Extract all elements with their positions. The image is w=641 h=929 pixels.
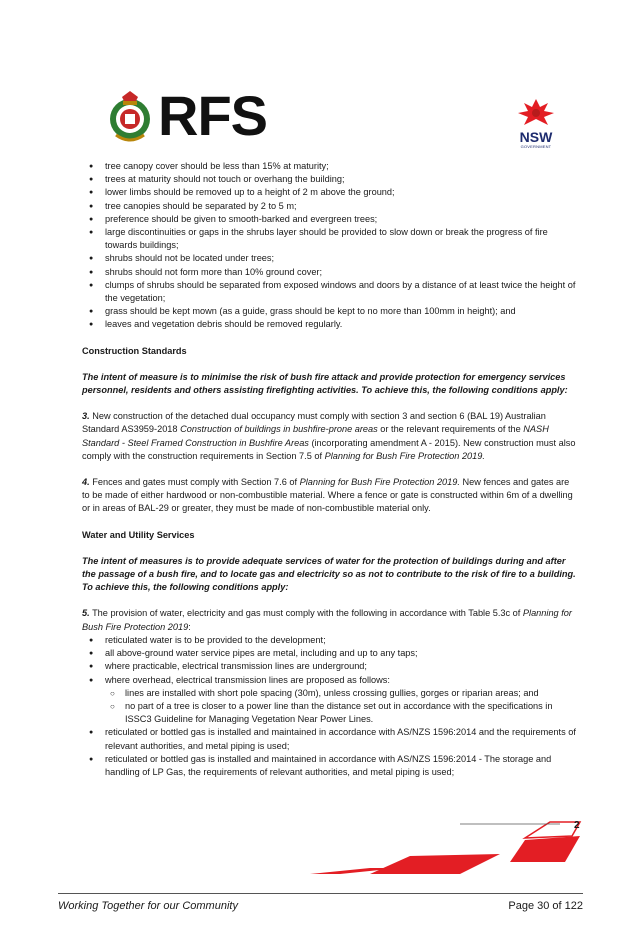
water-intent: The intent of measures is to provide adequate services of water for the protection of buildings during and after the passage of a bush fire, and to locate gas and electricity so as not to contribute to the risk of fire to a building. To achieve this, the following conditions apply: <box>82 555 576 593</box>
standard-title: NASH Standard - Steel Framed Construction in Bushfire Areas <box>82 424 549 448</box>
list-item <box>82 674 577 727</box>
rfs-logo-text: RFS <box>158 84 267 147</box>
condition-text: (incorporating amendment A - 2015). New construction must also comply with the construction requirements in Section 7.5 of <box>82 437 576 461</box>
condition-text: Fences and gates must comply with Section 7.6 of <box>92 477 300 488</box>
condition-number: 4. <box>82 477 90 488</box>
condition-text: New fences and gates are to be made of either hardwood or non-combustible material. Where a fence or gate is constructed within 6m of a dwelling or in areas of BAL-29 or greater, they must be made of non-combustible material only. <box>82 477 573 514</box>
nsw-logo-subtext: GOVERNMENT <box>520 144 552 149</box>
rfs-crest-icon <box>108 89 152 145</box>
condition-4 <box>82 476 577 516</box>
list-item: ● tree canopies should be separated by 2 to 5 m; <box>82 200 577 213</box>
list-item-text: where overhead, electrical transmission lines are proposed as follows: <box>105 674 390 685</box>
list-item: ● reticulated or bottled gas is installed and maintained in accordance with AS/NZS 1596:2014 and the requirements of relevant authorities, and metal piping is used; <box>82 726 577 752</box>
condition-number: 5. <box>82 608 90 619</box>
list-item: ● reticulated or bottled gas is installed and maintained in accordance with AS/NZS 1596:2014 - The storage and handling of LP Gas, the requirements of relevant authorities, and metal piping is used; <box>82 753 577 779</box>
list-item: ● trees at maturity should not touch or overhang the building; <box>82 173 577 186</box>
condition-text: The provision of water, electricity and gas must comply with the following in accordance with Table 5.3c of <box>92 608 523 619</box>
list-item: ● large discontinuities or gaps in the shrubs layer should be provided to slow down or break the progress of fire towards buildings; <box>82 226 577 252</box>
condition-number: 3. <box>82 411 90 422</box>
page-number: Page 30 of 122 <box>508 900 583 912</box>
document-title: Planning for Bush Fire Protection 2019 <box>82 608 572 632</box>
footer-tagline: Working Together for our Community <box>58 900 238 912</box>
vegetation-bullet-list <box>82 160 577 332</box>
condition-5 <box>82 607 577 633</box>
list-item: ● reticulated water is to be provided to the development; <box>82 634 577 647</box>
list-item: ● leaves and vegetation debris should be removed regularly. <box>82 318 577 331</box>
nsw-government-logo <box>512 97 560 149</box>
list-item: ● preference should be given to smooth-barked and evergreen trees; <box>82 213 577 226</box>
sub-bullet-list <box>82 687 577 727</box>
document-title: Planning for Bush Fire Protection 2019. <box>324 450 485 461</box>
list-item: ● where practicable, electrical transmission lines are underground; <box>82 660 577 673</box>
footer-divider <box>58 893 583 894</box>
condition-text: or the relevant requirements of the <box>377 424 524 435</box>
rfs-logo <box>108 85 268 147</box>
construction-intent: The intent of measure is to minimise the risk of bush fire attack and provide protection for emergency services personnel, residents and others assisting firefighting activities. To achieve this, the following conditions apply: <box>82 371 568 396</box>
construction-heading: Construction Standards <box>82 345 187 356</box>
nsw-logo-text: NSW <box>519 129 553 145</box>
condition-text: : <box>188 621 191 632</box>
standard-title: Construction of buildings in bushfire-prone areas <box>180 424 378 435</box>
list-item: ● shrubs should not form more than 10% ground cover; <box>82 266 577 279</box>
condition-text: New construction of the detached dual occupancy must comply with section 3 and section 6 (BAL 19) Australian Standard AS3959-2018 <box>82 411 546 435</box>
waratah-icon <box>516 97 556 127</box>
sub-list-item: ○ no part of a tree is closer to a power line than the distance set out in accordance with the specifications in ISSC3 Guideline for Managing Vegetation Near Power Lines. <box>82 700 577 726</box>
list-item: ● shrubs should not be located under trees; <box>82 252 577 265</box>
list-item: ● lower limbs should be removed up to a height of 2 m above the ground; <box>82 186 577 199</box>
list-item: ● all above-ground water service pipes are metal, including and up to any taps; <box>82 647 577 660</box>
sub-list-item: ○ lines are installed with short pole spacing (30m), unless crossing gullies, gorges or riparian areas; and <box>82 687 577 700</box>
condition-3 <box>82 410 577 463</box>
list-item: ● grass should be kept mown (as a guide, grass should be kept to no more than 100mm in height); and <box>82 305 577 318</box>
list-item: ● clumps of shrubs should be separated from exposed windows and doors by a distance of at least twice the height of the vegetation; <box>82 279 577 305</box>
document-body <box>82 160 577 779</box>
section-page-marker: 2 <box>574 820 580 831</box>
list-item: ● tree canopy cover should be less than 15% at maturity; <box>82 160 577 173</box>
water-heading: Water and Utility Services <box>82 529 195 540</box>
document-title: Planning for Bush Fire Protection 2019. <box>299 477 460 488</box>
utility-bullet-list <box>82 634 577 779</box>
decorative-red-stripes <box>310 818 590 878</box>
